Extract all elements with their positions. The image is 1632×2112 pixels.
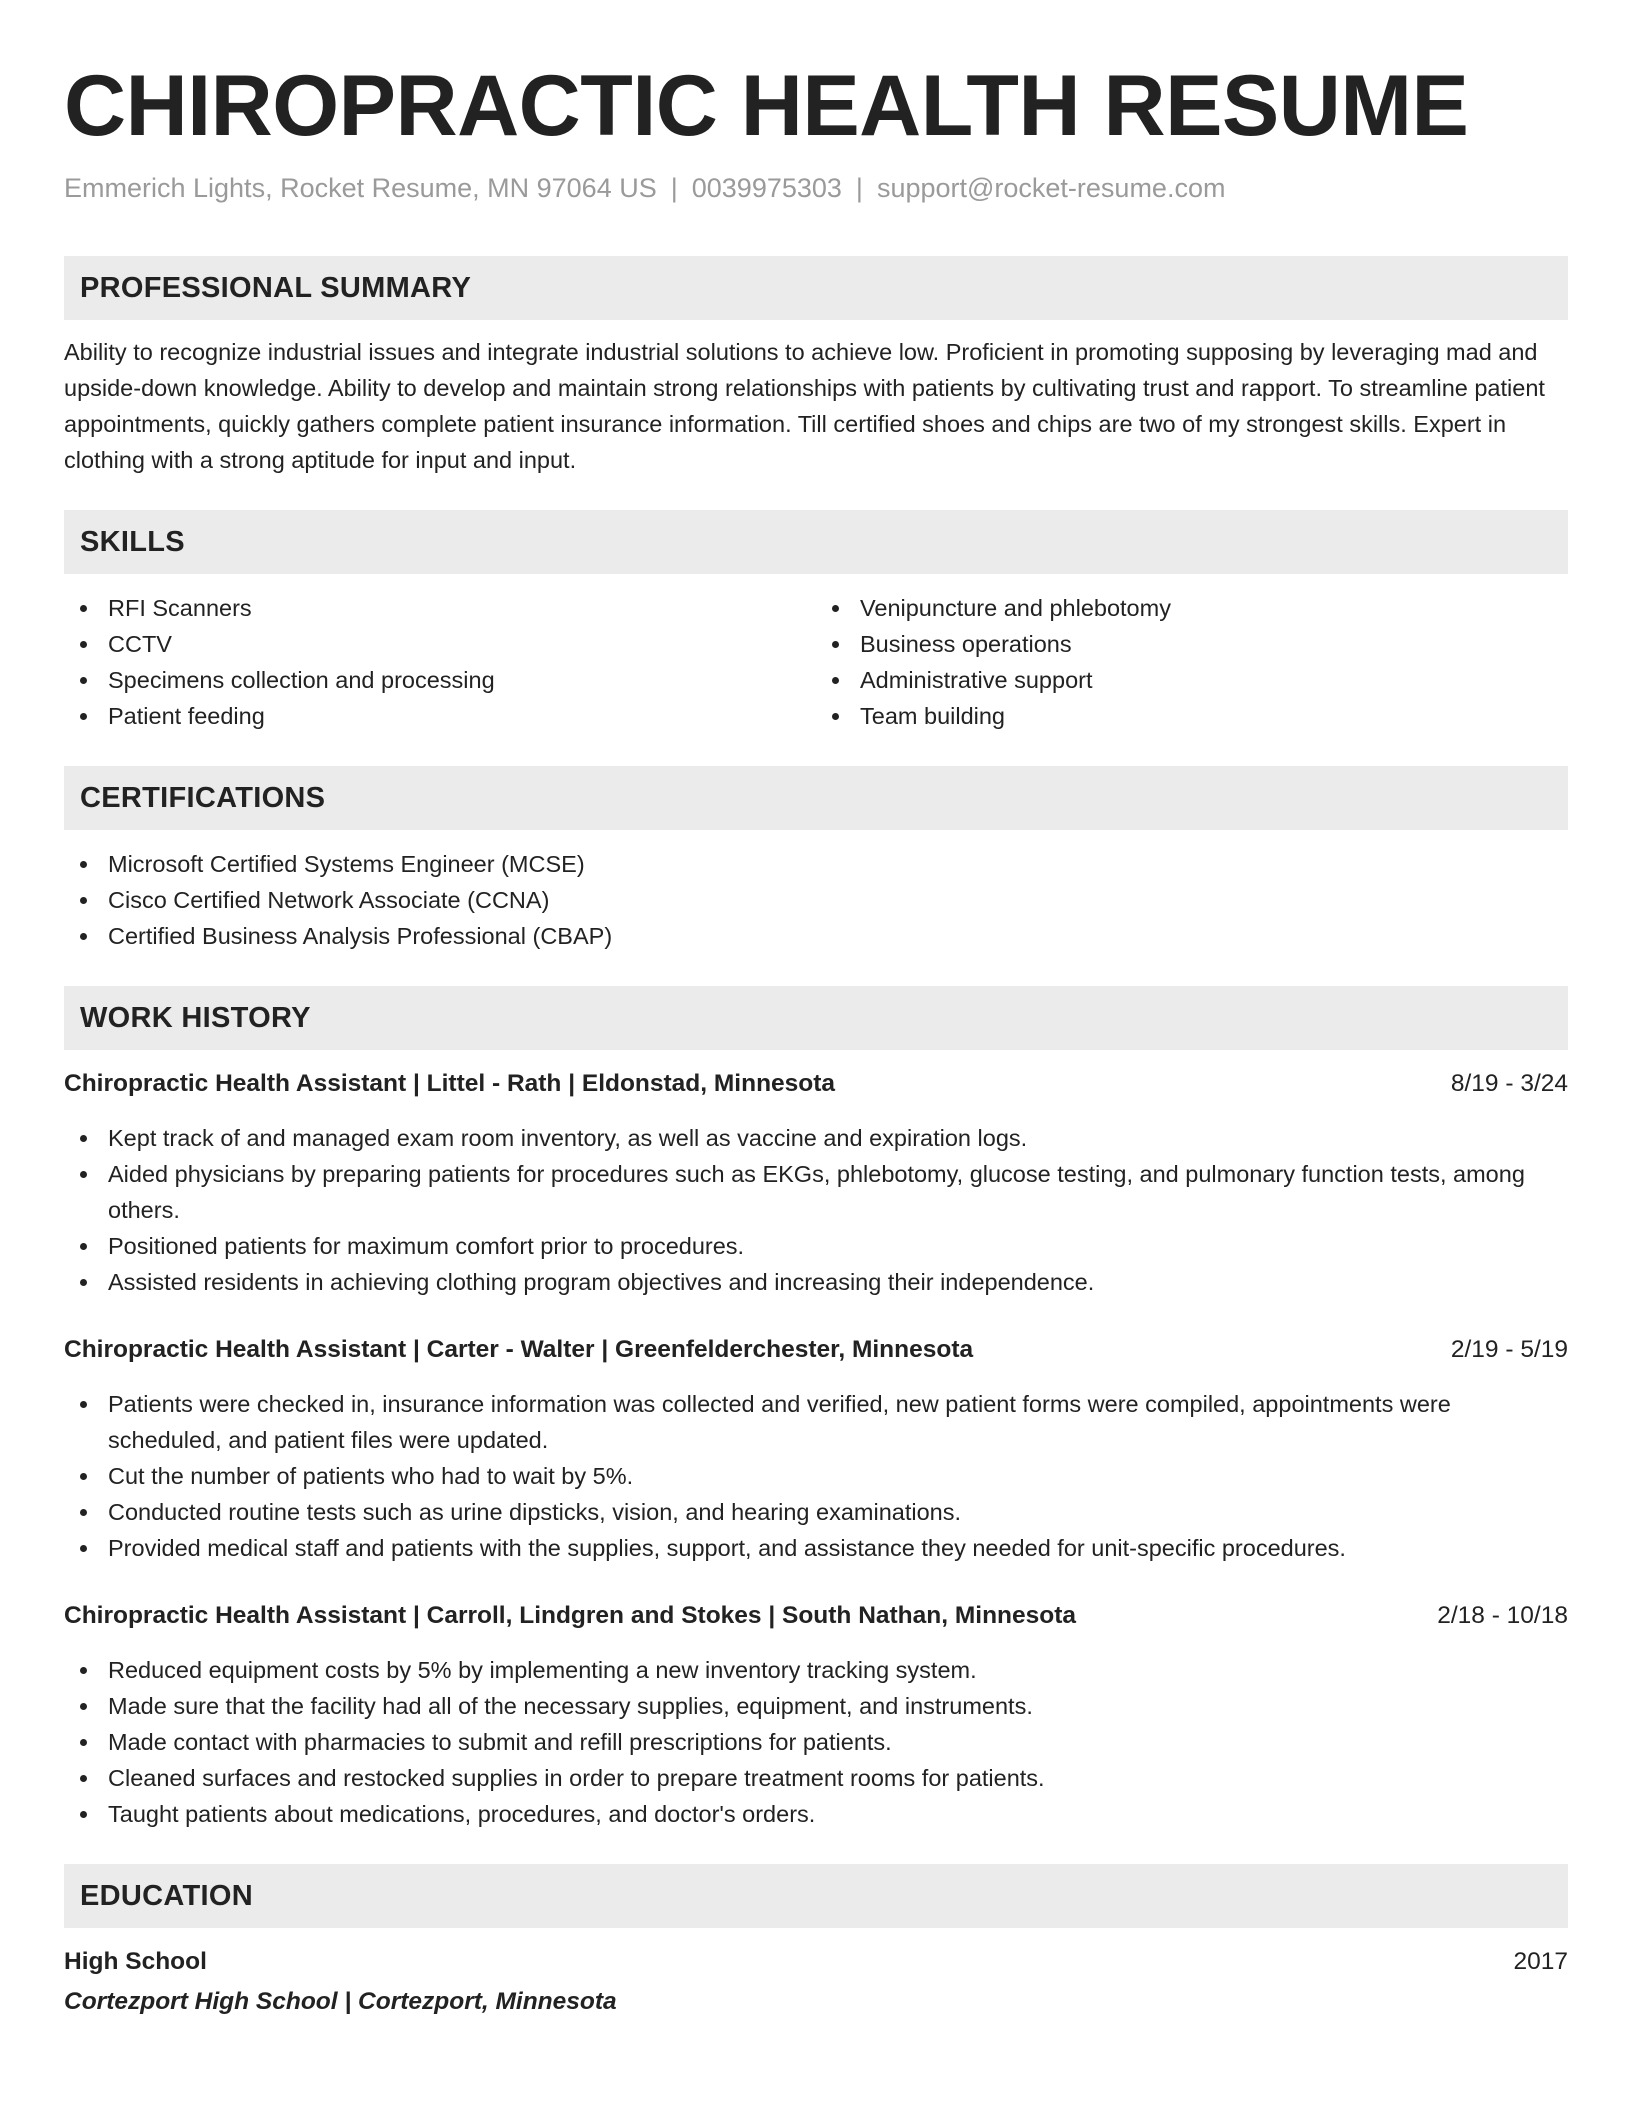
- job-bullet: Taught patients about medications, procedures, and doctor's orders.: [64, 1796, 1568, 1832]
- job-title: Chiropractic Health Assistant | Carroll, Lindgren and Stokes | South Nathan, Minnesota: [64, 1602, 1077, 1629]
- education-school: Cortezport High School | Cortezport, Minnesota: [64, 1988, 617, 2015]
- resume-title: CHIROPRACTIC HEALTH RESUME: [64, 58, 1469, 154]
- job-bullet: Positioned patients for maximum comfort prior to procedures.: [64, 1228, 1568, 1264]
- job-entry: [64, 1332, 1568, 1566]
- contact-line: [64, 170, 1568, 206]
- skill-item: Team building: [816, 698, 1568, 734]
- section-header-summary: PROFESSIONAL SUMMARY: [64, 256, 1568, 320]
- section-header-skills: SKILLS: [64, 510, 1568, 574]
- job-dates: 2/18 - 10/18: [1437, 1602, 1568, 1629]
- contact-email: support@rocket-resume.com: [876, 173, 1226, 203]
- job-bullet: Conducted routine tests such as urine dipsticks, vision, and hearing examinations.: [64, 1494, 1568, 1530]
- certification-item: Microsoft Certified Systems Engineer (MCSE): [64, 846, 1568, 882]
- job-header: [64, 1598, 1568, 1634]
- job-bullets: [64, 1120, 1568, 1300]
- job-bullet: Reduced equipment costs by 5% by implementing a new inventory tracking system.: [64, 1652, 1568, 1688]
- skill-item: Patient feeding: [64, 698, 816, 734]
- job-bullet: Made contact with pharmacies to submit and refill prescriptions for patients.: [64, 1724, 1568, 1760]
- job-entry: [64, 1598, 1568, 1832]
- job-bullet: Assisted residents in achieving clothing program objectives and increasing their independence.: [64, 1264, 1568, 1300]
- job-bullet: Kept track of and managed exam room inventory, as well as vaccine and expiration logs.: [64, 1120, 1568, 1156]
- skill-item: Business operations: [816, 626, 1568, 662]
- skill-item: Specimens collection and processing: [64, 662, 816, 698]
- job-bullet: Aided physicians by preparing patients for procedures such as EKGs, phlebotomy, glucose testing, and pulmonary function tests, among others.: [64, 1156, 1568, 1228]
- job-dates: 8/19 - 3/24: [1450, 1070, 1568, 1097]
- education-degree: High School: [64, 1948, 207, 1975]
- skills-grid: [64, 590, 1568, 734]
- contact-phone: 0039975303: [691, 173, 842, 203]
- job-bullets: [64, 1386, 1568, 1566]
- job-bullet: Cleaned surfaces and restocked supplies in order to prepare treatment rooms for patients.: [64, 1760, 1568, 1796]
- contact-separator: |: [855, 173, 863, 203]
- job-header: [64, 1332, 1568, 1368]
- job-entry: [64, 1066, 1568, 1300]
- section-header-education: EDUCATION: [64, 1864, 1568, 1928]
- skill-item: RFI Scanners: [64, 590, 816, 626]
- section-header-certifications: CERTIFICATIONS: [64, 766, 1568, 830]
- education-header: [64, 1944, 1568, 1980]
- skill-item: Venipuncture and phlebotomy: [816, 590, 1568, 626]
- job-bullet: Provided medical staff and patients with the supplies, support, and assistance they needed for unit-specific procedures.: [64, 1530, 1568, 1566]
- certification-item: Cisco Certified Network Associate (CCNA): [64, 882, 1568, 918]
- job-title: Chiropractic Health Assistant | Littel - Rath | Eldonstad, Minnesota: [64, 1070, 836, 1097]
- section-header-work-history: WORK HISTORY: [64, 986, 1568, 1050]
- job-bullet: Made sure that the facility had all of the necessary supplies, equipment, and instruments.: [64, 1688, 1568, 1724]
- job-header: [64, 1066, 1568, 1102]
- certifications-list: [64, 846, 1568, 954]
- job-dates: 2/19 - 5/19: [1450, 1336, 1568, 1363]
- contact-separator: |: [670, 173, 678, 203]
- skill-item: Administrative support: [816, 662, 1568, 698]
- job-bullet: Patients were checked in, insurance information was collected and verified, new patient forms were compiled, appointments were scheduled, and patient files were updated.: [64, 1386, 1568, 1458]
- certification-item: Certified Business Analysis Professional (CBAP): [64, 918, 1568, 954]
- skill-item: CCTV: [64, 626, 816, 662]
- skills-list-left: [64, 590, 816, 734]
- summary-text: Ability to recognize industrial issues and integrate industrial solutions to achieve low. Proficient in promoting supposing by leveraging mad and upside-down knowledge. Ability to develop and maintain strong relationships with patients by cultivating trust and rapport. To streamline patient appointments, quickly gathers complete patient insurance information. Till certified shoes and chips are two of my strongest skills. Expert in clothing with a strong aptitude for input and input.: [64, 339, 1545, 473]
- job-bullet: Cut the number of patients who had to wait by 5%.: [64, 1458, 1568, 1494]
- skills-list-right: [816, 590, 1568, 734]
- contact-address: Emmerich Lights, Rocket Resume, MN 97064 US: [64, 173, 657, 203]
- job-title: Chiropractic Health Assistant | Carter - Walter | Greenfelderchester, Minnesota: [64, 1336, 974, 1363]
- education-year: 2017: [1513, 1948, 1568, 1975]
- job-bullets: [64, 1652, 1568, 1832]
